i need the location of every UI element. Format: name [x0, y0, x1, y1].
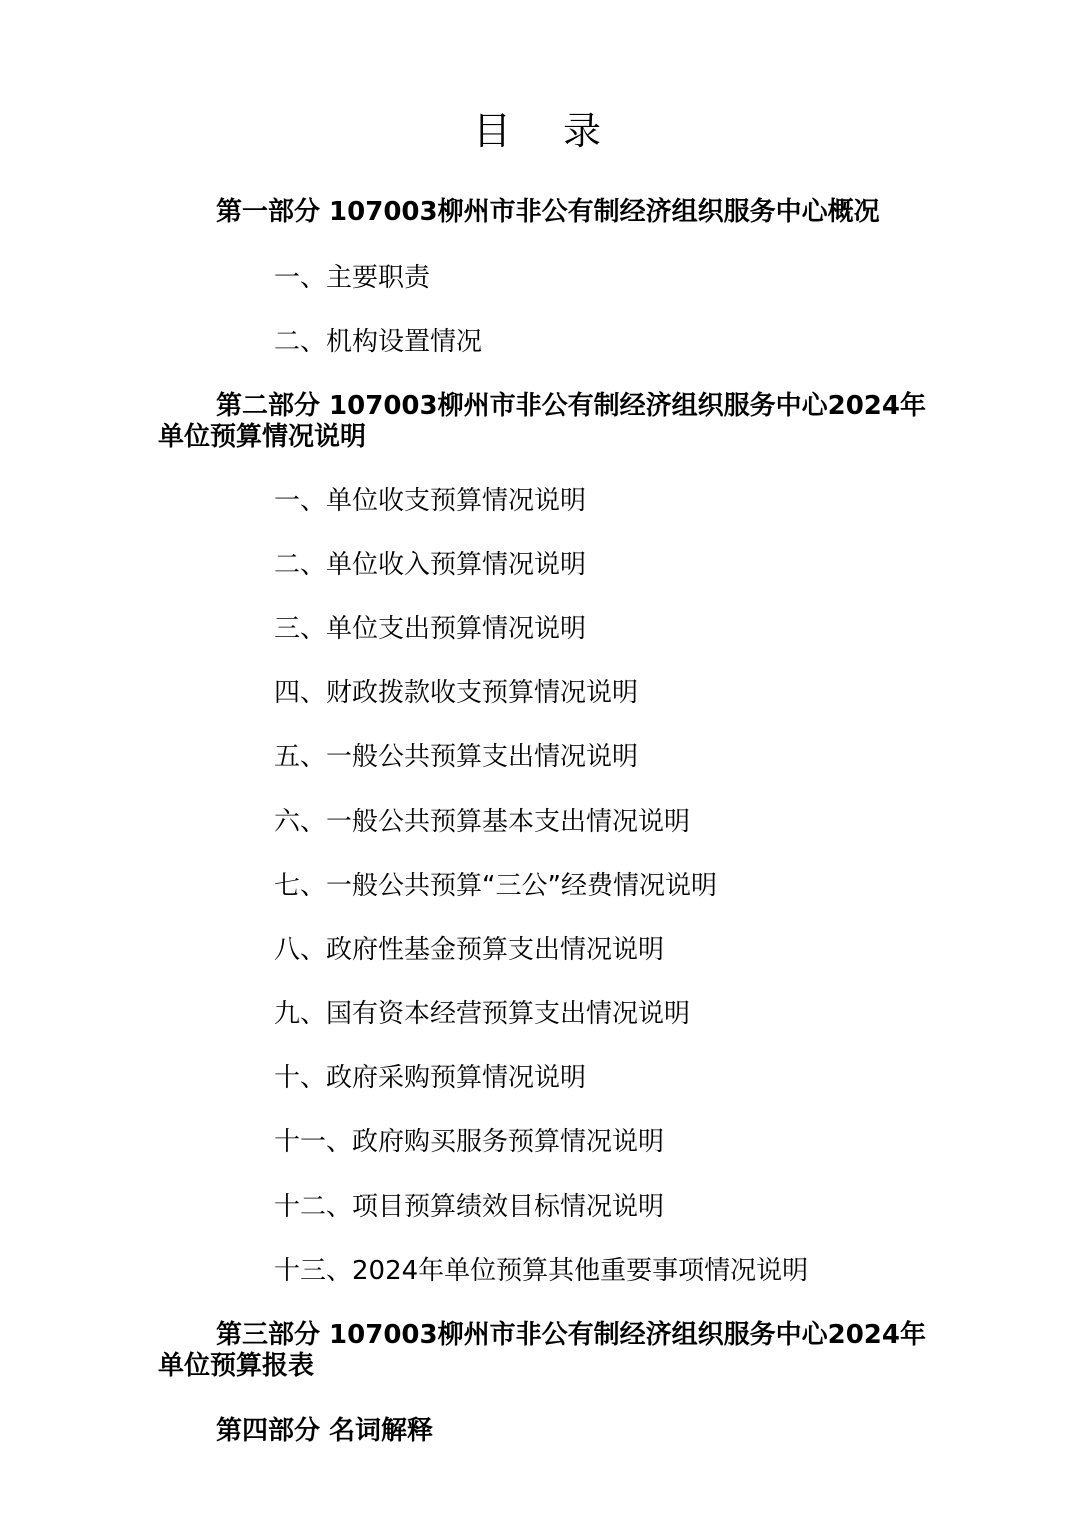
toc-item: 十一、政府购买服务预算情况说明: [274, 1127, 665, 1157]
toc-part-4: 第四部分 名词解释: [216, 1416, 434, 1446]
toc-item: 七、一般公共预算“三公”经费情况说明: [274, 871, 717, 901]
toc-item: 六、一般公共预算基本支出情况说明: [274, 807, 691, 837]
toc-item: 十、政府采购预算情况说明: [274, 1063, 587, 1093]
toc-item: 八、政府性基金预算支出情况说明: [274, 935, 665, 965]
toc-item: 二、单位收入预算情况说明: [274, 550, 587, 580]
toc-item: 三、单位支出预算情况说明: [274, 614, 587, 644]
toc-item: 二、机构设置情况: [274, 327, 483, 357]
toc-item: 十二、项目预算绩效目标情况说明: [274, 1192, 665, 1222]
toc-item: 九、国有资本经营预算支出情况说明: [274, 999, 691, 1029]
toc-part-1: 第一部分 107003柳州市非公有制经济组织服务中心概况: [216, 197, 880, 227]
toc-item: 十三、2024年单位预算其他重要事项情况说明: [274, 1256, 809, 1286]
toc-item: 一、单位收支预算情况说明: [274, 486, 587, 516]
toc-part-2: 第二部分 107003柳州市非公有制经济组织服务中心2024年单位预算情况说明: [158, 391, 926, 452]
toc-title: 目 录: [472, 109, 622, 153]
toc-item: 一、主要职责: [274, 263, 431, 293]
toc-item: 五、一般公共预算支出情况说明: [274, 742, 639, 772]
toc-item: 四、财政拨款收支预算情况说明: [274, 678, 639, 708]
toc-part-3: 第三部分 107003柳州市非公有制经济组织服务中心2024年单位预算报表: [158, 1320, 926, 1381]
